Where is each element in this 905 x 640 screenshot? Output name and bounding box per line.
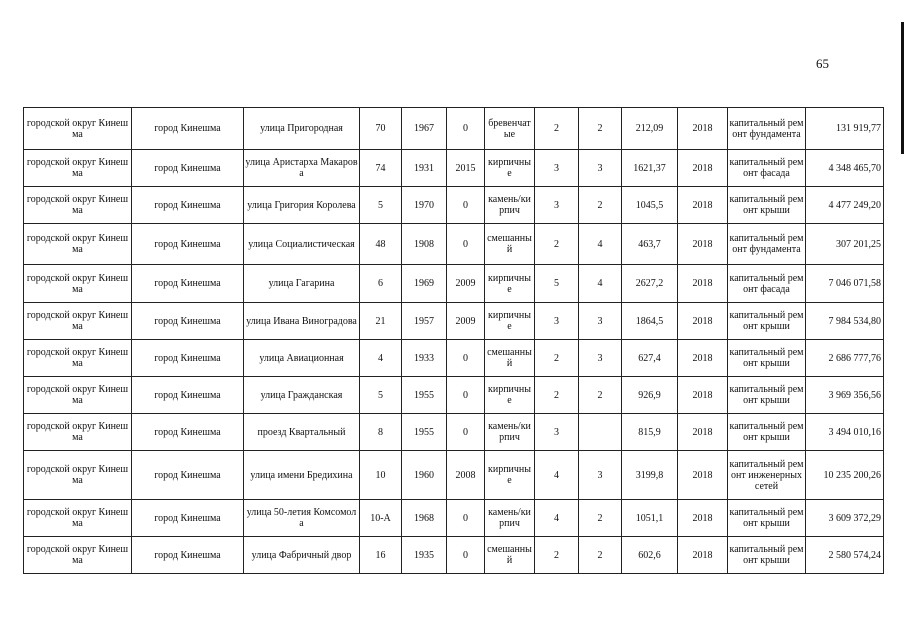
district-cell: городской округ Кинешма <box>24 451 132 500</box>
entrances-cell: 4 <box>579 224 622 265</box>
renovation-year-cell: 0 <box>447 377 485 414</box>
renovation-year-cell: 0 <box>447 340 485 377</box>
street-cell: улица Ивана Виноградова <box>244 303 360 340</box>
floors-cell: 2 <box>535 108 579 150</box>
floors-cell: 5 <box>535 265 579 303</box>
cost-cell: 3 609 372,29 <box>806 500 884 537</box>
cost-cell: 131 919,77 <box>806 108 884 150</box>
plan-year-cell: 2018 <box>678 377 728 414</box>
work-type-cell: капитальный ремонт крыши <box>728 303 806 340</box>
street-cell: улица Пригородная <box>244 108 360 150</box>
house-number-cell: 5 <box>360 377 402 414</box>
wall-material-cell: кирпичные <box>485 265 535 303</box>
house-number-cell: 8 <box>360 414 402 451</box>
plan-year-cell: 2018 <box>678 108 728 150</box>
page-number: 65 <box>816 56 829 71</box>
renovation-year-cell: 0 <box>447 224 485 265</box>
renovation-year-cell: 0 <box>447 108 485 150</box>
area-cell: 2627,2 <box>622 265 678 303</box>
district-cell: городской округ Кинешма <box>24 303 132 340</box>
renovation-year-cell: 0 <box>447 537 485 574</box>
work-type-cell: капитальный ремонт фасада <box>728 265 806 303</box>
entrances-cell: 3 <box>579 303 622 340</box>
floors-cell: 3 <box>535 303 579 340</box>
district-cell: городской округ Кинешма <box>24 265 132 303</box>
entrances-cell: 4 <box>579 265 622 303</box>
house-number-cell: 16 <box>360 537 402 574</box>
wall-material-cell: кирпичные <box>485 150 535 187</box>
table-row <box>24 377 884 414</box>
street-cell: проезд Квартальный <box>244 414 360 451</box>
plan-year-cell: 2018 <box>678 500 728 537</box>
floors-cell: 2 <box>535 377 579 414</box>
cost-cell: 2 686 777,76 <box>806 340 884 377</box>
table-row <box>24 303 884 340</box>
district-cell: городской округ Кинешма <box>24 500 132 537</box>
house-number-cell: 4 <box>360 340 402 377</box>
work-type-cell: капитальный ремонт крыши <box>728 537 806 574</box>
floors-cell: 2 <box>535 537 579 574</box>
house-number-cell: 5 <box>360 187 402 224</box>
street-cell: улица имени Бредихина <box>244 451 360 500</box>
built-year-cell: 1967 <box>402 108 447 150</box>
city-cell: город Кинешма <box>132 150 244 187</box>
built-year-cell: 1908 <box>402 224 447 265</box>
house-number-cell: 70 <box>360 108 402 150</box>
table-row <box>24 340 884 377</box>
area-cell: 3199,8 <box>622 451 678 500</box>
floors-cell: 4 <box>535 500 579 537</box>
cost-cell: 7 984 534,80 <box>806 303 884 340</box>
floors-cell: 4 <box>535 451 579 500</box>
wall-material-cell: камень/кирпич <box>485 414 535 451</box>
street-cell: улица Фабричный двор <box>244 537 360 574</box>
entrances-cell <box>579 414 622 451</box>
house-number-cell: 48 <box>360 224 402 265</box>
entrances-cell: 2 <box>579 187 622 224</box>
built-year-cell: 1968 <box>402 500 447 537</box>
work-type-cell: капитальный ремонт крыши <box>728 377 806 414</box>
district-cell: городской округ Кинешма <box>24 340 132 377</box>
cost-cell: 4 348 465,70 <box>806 150 884 187</box>
built-year-cell: 1957 <box>402 303 447 340</box>
floors-cell: 2 <box>535 224 579 265</box>
renovation-year-cell: 2009 <box>447 265 485 303</box>
street-cell: улица Гагарина <box>244 265 360 303</box>
plan-year-cell: 2018 <box>678 265 728 303</box>
renovation-year-cell: 0 <box>447 414 485 451</box>
wall-material-cell: камень/кирпич <box>485 500 535 537</box>
work-type-cell: капитальный ремонт инженерных сетей <box>728 451 806 500</box>
street-cell: улица 50-летия Комсомола <box>244 500 360 537</box>
work-type-cell: капитальный ремонт крыши <box>728 414 806 451</box>
floors-cell: 2 <box>535 340 579 377</box>
renovation-year-cell: 0 <box>447 500 485 537</box>
area-cell: 1621,37 <box>622 150 678 187</box>
built-year-cell: 1955 <box>402 377 447 414</box>
work-type-cell: капитальный ремонт фундамента <box>728 108 806 150</box>
work-type-cell: капитальный ремонт фасада <box>728 150 806 187</box>
wall-material-cell: камень/кирпич <box>485 187 535 224</box>
built-year-cell: 1960 <box>402 451 447 500</box>
area-cell: 627,4 <box>622 340 678 377</box>
house-number-cell: 10 <box>360 451 402 500</box>
work-type-cell: капитальный ремонт фундамента <box>728 224 806 265</box>
entrances-cell: 3 <box>579 150 622 187</box>
cost-cell: 3 494 010,16 <box>806 414 884 451</box>
area-cell: 926,9 <box>622 377 678 414</box>
city-cell: город Кинешма <box>132 537 244 574</box>
street-cell: улица Авиационная <box>244 340 360 377</box>
table-body <box>24 108 884 574</box>
entrances-cell: 2 <box>579 500 622 537</box>
street-cell: улица Аристарха Макарова <box>244 150 360 187</box>
table-row <box>24 187 884 224</box>
city-cell: город Кинешма <box>132 414 244 451</box>
street-cell: улица Григория Королева <box>244 187 360 224</box>
district-cell: городской округ Кинешма <box>24 187 132 224</box>
district-cell: городской округ Кинешма <box>24 377 132 414</box>
street-cell: улица Социалистическая <box>244 224 360 265</box>
work-type-cell: капитальный ремонт крыши <box>728 500 806 537</box>
built-year-cell: 1955 <box>402 414 447 451</box>
table-row <box>24 150 884 187</box>
city-cell: город Кинешма <box>132 265 244 303</box>
city-cell: город Кинешма <box>132 377 244 414</box>
district-cell: городской округ Кинешма <box>24 414 132 451</box>
entrances-cell: 3 <box>579 340 622 377</box>
district-cell: городской округ Кинешма <box>24 224 132 265</box>
table-row <box>24 108 884 150</box>
city-cell: город Кинешма <box>132 187 244 224</box>
wall-material-cell: смешанный <box>485 537 535 574</box>
street-cell: улица Гражданская <box>244 377 360 414</box>
area-cell: 1045,5 <box>622 187 678 224</box>
cost-cell: 10 235 200,26 <box>806 451 884 500</box>
cost-cell: 307 201,25 <box>806 224 884 265</box>
plan-year-cell: 2018 <box>678 451 728 500</box>
built-year-cell: 1933 <box>402 340 447 377</box>
renovation-year-cell: 0 <box>447 187 485 224</box>
renovation-year-cell: 2008 <box>447 451 485 500</box>
area-cell: 1864,5 <box>622 303 678 340</box>
house-number-cell: 10-А <box>360 500 402 537</box>
district-cell: городской округ Кинешма <box>24 150 132 187</box>
plan-year-cell: 2018 <box>678 187 728 224</box>
built-year-cell: 1931 <box>402 150 447 187</box>
table-row <box>24 265 884 303</box>
floors-cell: 3 <box>535 187 579 224</box>
entrances-cell: 2 <box>579 377 622 414</box>
city-cell: город Кинешма <box>132 451 244 500</box>
area-cell: 815,9 <box>622 414 678 451</box>
area-cell: 1051,1 <box>622 500 678 537</box>
plan-year-cell: 2018 <box>678 414 728 451</box>
work-type-cell: капитальный ремонт крыши <box>728 187 806 224</box>
floors-cell: 3 <box>535 414 579 451</box>
area-cell: 463,7 <box>622 224 678 265</box>
district-cell: городской округ Кинешма <box>24 108 132 150</box>
cost-cell: 7 046 071,58 <box>806 265 884 303</box>
scan-edge-mark <box>901 22 904 154</box>
built-year-cell: 1969 <box>402 265 447 303</box>
entrances-cell: 3 <box>579 451 622 500</box>
table-row <box>24 451 884 500</box>
area-cell: 212,09 <box>622 108 678 150</box>
city-cell: город Кинешма <box>132 500 244 537</box>
table-row <box>24 500 884 537</box>
plan-year-cell: 2018 <box>678 224 728 265</box>
plan-year-cell: 2018 <box>678 537 728 574</box>
built-year-cell: 1970 <box>402 187 447 224</box>
plan-year-cell: 2018 <box>678 303 728 340</box>
area-cell: 602,6 <box>622 537 678 574</box>
cost-cell: 3 969 356,56 <box>806 377 884 414</box>
buildings-table <box>23 107 884 574</box>
entrances-cell: 2 <box>579 108 622 150</box>
floors-cell: 3 <box>535 150 579 187</box>
district-cell: городской округ Кинешма <box>24 537 132 574</box>
table-row <box>24 414 884 451</box>
cost-cell: 4 477 249,20 <box>806 187 884 224</box>
wall-material-cell: смешанный <box>485 224 535 265</box>
house-number-cell: 74 <box>360 150 402 187</box>
city-cell: город Кинешма <box>132 340 244 377</box>
house-number-cell: 6 <box>360 265 402 303</box>
wall-material-cell: бревенчатые <box>485 108 535 150</box>
city-cell: город Кинешма <box>132 303 244 340</box>
renovation-year-cell: 2009 <box>447 303 485 340</box>
wall-material-cell: кирпичные <box>485 377 535 414</box>
built-year-cell: 1935 <box>402 537 447 574</box>
wall-material-cell: смешанный <box>485 340 535 377</box>
cost-cell: 2 580 574,24 <box>806 537 884 574</box>
wall-material-cell: кирпичные <box>485 303 535 340</box>
entrances-cell: 2 <box>579 537 622 574</box>
work-type-cell: капитальный ремонт крыши <box>728 340 806 377</box>
wall-material-cell: кирпичные <box>485 451 535 500</box>
city-cell: город Кинешма <box>132 224 244 265</box>
city-cell: город Кинешма <box>132 108 244 150</box>
house-number-cell: 21 <box>360 303 402 340</box>
plan-year-cell: 2018 <box>678 150 728 187</box>
renovation-year-cell: 2015 <box>447 150 485 187</box>
plan-year-cell: 2018 <box>678 340 728 377</box>
table-row <box>24 537 884 574</box>
table-row <box>24 224 884 265</box>
